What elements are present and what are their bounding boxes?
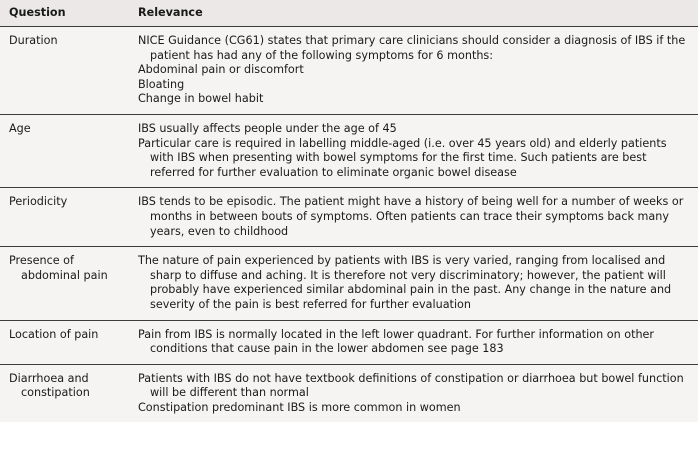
- question-text: Diarrhoea and constipation: [9, 371, 90, 400]
- relevance-text: IBS usually affects people under the age of 45: [138, 121, 397, 135]
- relevance-cell: [129, 247, 698, 320]
- relevance-cell: [129, 114, 698, 187]
- question-text: Location of pain: [9, 327, 99, 341]
- relevance-text: Change in bowel habit: [138, 92, 264, 106]
- question-cell: [0, 247, 129, 320]
- question-cell: [0, 320, 129, 364]
- question-text: Duration: [9, 34, 58, 47]
- relevance-text: Particular care is required in labelling middle-aged (i.e. over 45 years old) and elderly patients with IBS when presenting with bowel symptoms for the first time. Such patients are best referred for further evaluation to eliminate organic bowel disease: [138, 136, 667, 179]
- table-row: [0, 364, 698, 422]
- relevance-cell: [129, 27, 698, 115]
- relevance-text: The nature of pain experienced by patients with IBS is very varied, ranging from localised and sharp to diffuse and aching. It is therefore not very discriminatory; however, the patient will probably have experienced similar abdominal pain in the past. Any change in the nature and severity of the pain is best referred for further evaluation: [138, 254, 672, 311]
- relevance-cell: [129, 188, 698, 247]
- header-row: [0, 0, 698, 27]
- question-cell: [0, 188, 129, 247]
- question-text: Periodicity: [9, 195, 68, 209]
- question-cell: [0, 114, 129, 187]
- question-text: Presence of abdominal pain: [9, 254, 108, 282]
- relevance-cell: [129, 320, 698, 364]
- relevance-text: Constipation predominant IBS is more common in women: [138, 400, 461, 414]
- relevance-cell: [129, 364, 698, 422]
- table-row: [0, 27, 698, 115]
- table-row: [0, 247, 698, 320]
- question-cell: [0, 364, 129, 422]
- relevance-text: NICE Guidance (CG61) states that primary care clinicians should consider a diagnosis of IBS if the patient has had any of the following symptoms for 6 months:: [138, 34, 686, 62]
- relevance-text: Pain from IBS is normally located in the left lower quadrant. For further information on other conditions that cause pain in the lower abdomen see page 183: [138, 327, 655, 356]
- table-row: [0, 188, 698, 247]
- relevance-text: Patients with IBS do not have textbook definitions of constipation or diarrhoea but bowel function will be different than normal: [138, 371, 684, 400]
- relevance-text: Abdominal pain or discomfort: [138, 63, 304, 77]
- table-row: [0, 114, 698, 187]
- question-column-header: Question: [0, 0, 129, 27]
- question-text: Age: [9, 121, 31, 135]
- question-cell: [0, 27, 129, 115]
- relevance-text: Bloating: [138, 77, 185, 91]
- table-row: [0, 320, 698, 364]
- relevance-column-header: Relevance: [129, 0, 698, 27]
- relevance-text: IBS tends to be episodic. The patient might have a history of being well for a number of weeks or months in between bouts of symptoms. Often patients can trace their symptoms back many years, even to childhood: [138, 195, 684, 238]
